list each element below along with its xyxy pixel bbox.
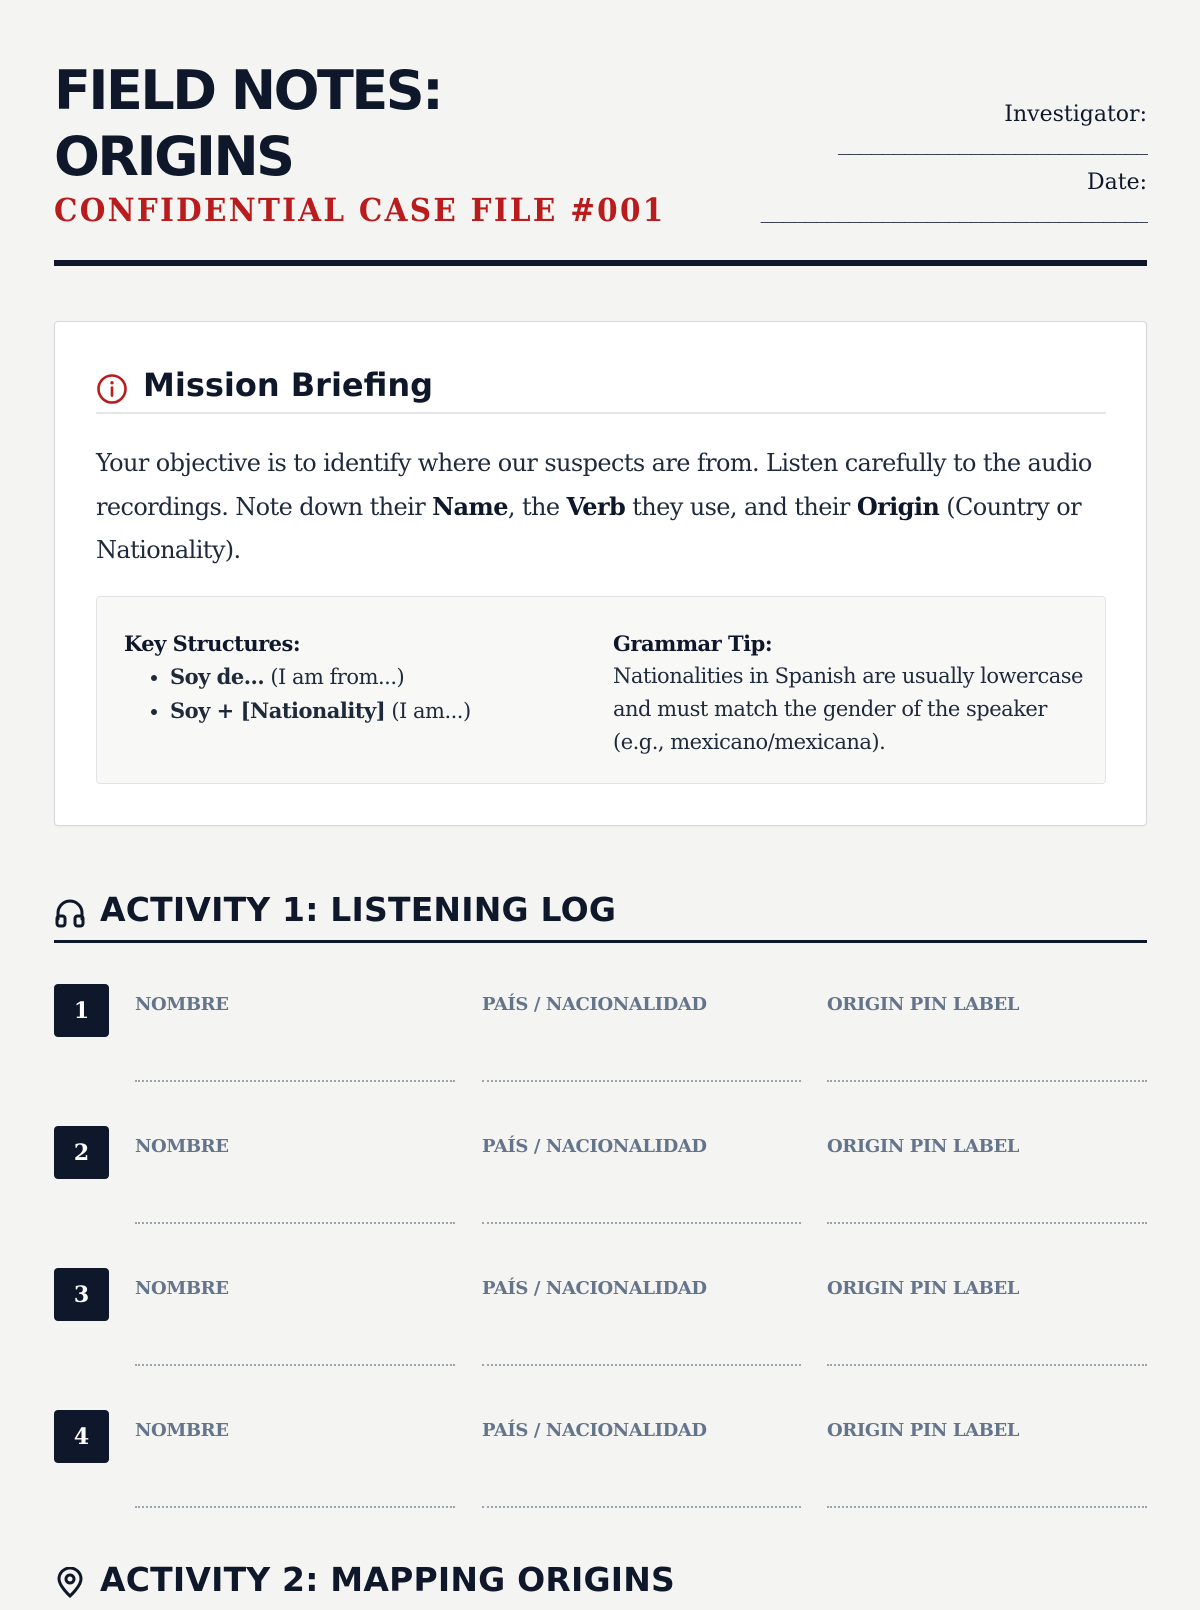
field-label: PAÍS / NACIONALIDAD: [482, 1420, 707, 1441]
activity-1-header: [54, 890, 1147, 943]
origin-pin-blank-line[interactable]: [827, 1364, 1147, 1366]
origin-pin-blank-line[interactable]: [827, 1222, 1147, 1224]
map-pin-icon: [54, 1567, 86, 1599]
info-icon: [96, 373, 128, 405]
mission-briefing-header: [96, 364, 1106, 414]
field-label: ORIGIN PIN LABEL: [827, 1136, 1020, 1157]
table-row: [54, 984, 1147, 1104]
list-item: [170, 660, 564, 694]
origin-pin-label-field[interactable]: [827, 994, 1147, 1084]
mission-briefing-card: [54, 321, 1147, 826]
date-field[interactable]: [761, 168, 1147, 224]
activity-2-header: [54, 1560, 1147, 1610]
field-label: ORIGIN PIN LABEL: [827, 1420, 1020, 1441]
mission-briefing-text: [96, 442, 1106, 572]
row-number-badge: 4: [54, 1410, 109, 1463]
grammar-tip-column: [613, 627, 1083, 759]
activity-2-title: ACTIVITY 2: MAPPING ORIGINS: [100, 1560, 676, 1599]
pais-blank-line[interactable]: [482, 1222, 801, 1224]
nombre-field[interactable]: [135, 1420, 455, 1510]
pais-blank-line[interactable]: [482, 1364, 801, 1366]
field-label: NOMBRE: [135, 1420, 229, 1441]
table-row: [54, 1126, 1147, 1246]
date-label: Date:: [1086, 170, 1147, 195]
field-label: ORIGIN PIN LABEL: [827, 1278, 1020, 1299]
field-label: PAÍS / NACIONALIDAD: [482, 1136, 707, 1157]
nombre-blank-line[interactable]: [135, 1222, 455, 1224]
origin-pin-label-field[interactable]: [827, 1136, 1147, 1226]
briefing-keyword-name: Name: [432, 492, 508, 521]
table-row: [54, 1268, 1147, 1388]
nombre-field[interactable]: [135, 1136, 455, 1226]
briefing-text-part: , the: [507, 493, 567, 521]
page-title: FIELD NOTES: ORIGINS: [54, 59, 442, 188]
origin-pin-blank-line[interactable]: [827, 1506, 1147, 1508]
case-file-subtitle: CONFIDENTIAL CASE FILE #001: [54, 191, 666, 229]
pais-blank-line[interactable]: [482, 1080, 801, 1082]
field-label: ORIGIN PIN LABEL: [827, 994, 1020, 1015]
structure-translation: (I am from...): [264, 665, 405, 689]
table-row: [54, 1410, 1147, 1530]
origin-pin-label-field[interactable]: [827, 1420, 1147, 1510]
structure-phrase: Soy + [Nationality]: [170, 698, 386, 723]
mission-briefing-title: Mission Briefing: [143, 366, 434, 404]
key-structures-box: [96, 596, 1106, 784]
header-divider: [54, 260, 1147, 266]
nombre-blank-line[interactable]: [135, 1506, 455, 1508]
pais-nacionalidad-field[interactable]: [482, 1420, 801, 1510]
briefing-text-part: (Country or Nationality).: [96, 493, 1081, 564]
field-label: PAÍS / NACIONALIDAD: [482, 994, 707, 1015]
field-label: NOMBRE: [135, 1136, 229, 1157]
date-blank-line[interactable]: ___________________________________: [760, 199, 1147, 223]
headphones-icon: [54, 897, 86, 929]
investigator-blank-line[interactable]: ____________________________: [837, 131, 1147, 155]
worksheet-page: [54, 0, 1147, 1600]
pais-nacionalidad-field[interactable]: [482, 994, 801, 1084]
origin-pin-label-field[interactable]: [827, 1278, 1147, 1368]
row-number-badge: 3: [54, 1268, 109, 1321]
origin-pin-blank-line[interactable]: [827, 1080, 1147, 1082]
grammar-tip-heading: Grammar Tip:: [613, 631, 773, 656]
key-structures-column: [124, 627, 564, 728]
pais-nacionalidad-field[interactable]: [482, 1278, 801, 1368]
nombre-blank-line[interactable]: [135, 1080, 455, 1082]
briefing-text-part: Your objective is to identify where our suspects are from. Listen carefully to the audio recordings. Note down their: [96, 449, 1092, 521]
field-label: NOMBRE: [135, 1278, 229, 1299]
pais-blank-line[interactable]: [482, 1506, 801, 1508]
key-structures-list: [124, 660, 564, 728]
field-label: PAÍS / NACIONALIDAD: [482, 1278, 707, 1299]
activity-1-title: ACTIVITY 1: LISTENING LOG: [100, 890, 617, 929]
investigator-field[interactable]: [838, 100, 1147, 156]
nombre-field[interactable]: [135, 994, 455, 1084]
pais-nacionalidad-field[interactable]: [482, 1136, 801, 1226]
list-item: [170, 694, 564, 728]
field-label: NOMBRE: [135, 994, 229, 1015]
structure-translation: (I am...): [385, 699, 471, 723]
key-structures-heading: Key Structures:: [124, 631, 301, 656]
nombre-field[interactable]: [135, 1278, 455, 1368]
row-number-badge: 1: [54, 984, 109, 1037]
row-number-badge: 2: [54, 1126, 109, 1179]
briefing-keyword-verb: Verb: [566, 492, 626, 521]
investigator-label: Investigator:: [1004, 102, 1147, 127]
nombre-blank-line[interactable]: [135, 1364, 455, 1366]
briefing-text-part: they use, and their: [625, 493, 857, 521]
briefing-keyword-origin: Origin: [856, 492, 940, 521]
grammar-tip-text: Nationalities in Spanish are usually lowercase and must match the gender of the speaker (e.g., mexicano/mexicana).: [613, 664, 1083, 754]
structure-phrase: Soy de...: [170, 664, 265, 689]
